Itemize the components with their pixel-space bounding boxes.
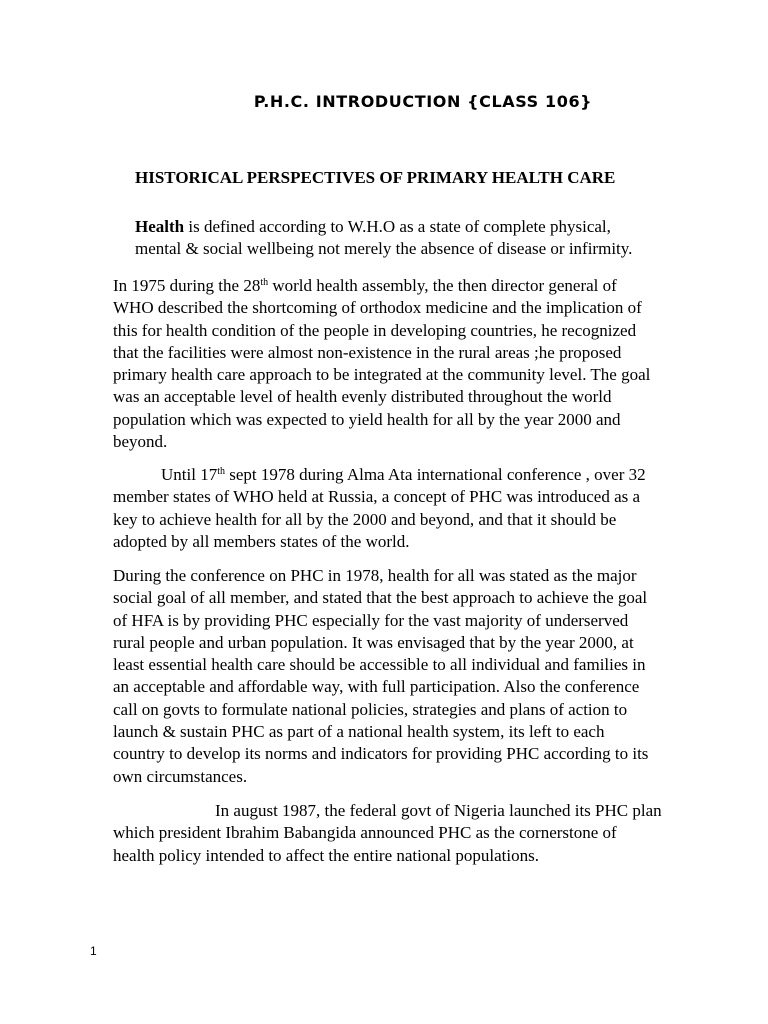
paragraph-text: world health assembly, the then director general of: [268, 276, 617, 295]
paragraph-line: [113, 275, 673, 297]
paragraph-line: member states of WHO held at Russia, a concept of PHC was introduced as a: [113, 487, 641, 507]
paragraph-line: that the facilities were almost non-existence in the rural areas ;he proposed: [113, 342, 622, 362]
paragraph-line: population which was expected to yield health for all by the year 2000 and: [113, 409, 621, 429]
paragraph-line: which president Ibrahim Babangida announced PHC as the cornerstone of: [113, 823, 617, 843]
paragraph-conference-1978: [113, 565, 673, 788]
paragraph-line: of HFA is by providing PHC especially for the vast majority of underserved: [113, 610, 629, 630]
definition-term: Health: [135, 217, 185, 236]
paragraph-line: least essential health care should be accessible to all individual and families in: [113, 655, 646, 675]
definition-line-1-text: is defined according to W.H.O as a state of complete physical,: [184, 217, 611, 236]
paragraph-1975-assembly: [113, 275, 673, 453]
paragraph-line: WHO described the shortcoming of orthodox medicine and the implication of: [113, 298, 642, 318]
paragraph-text: Until 17: [161, 465, 218, 484]
paragraph-line: adopted by all members states of the world.: [113, 531, 410, 551]
definition-line-1: [135, 216, 695, 238]
paragraph-line: social goal of all member, and stated that the best approach to achieve the goal: [113, 588, 648, 608]
definition-line-2: mental & social wellbeing not merely the absence of disease or infirmity.: [135, 239, 633, 259]
paragraph-line: rural people and urban population. It was envisaged that by the year 2000, at: [113, 632, 634, 652]
paragraph-text: In 1975 during the 28: [113, 276, 261, 295]
paragraph-line: was an acceptable level of health evenly distributed throughout the world: [113, 387, 612, 407]
paragraph-line: own circumstances.: [113, 766, 248, 786]
superscript: th: [260, 277, 269, 288]
paragraph-alma-ata: [113, 464, 673, 553]
paragraph-line: call on govts to formulate national policies, strategies and plans of action to: [113, 699, 628, 719]
superscript: th: [217, 466, 225, 477]
paragraph-text: sept 1978 during Alma Ata international conference , over 32: [224, 465, 646, 484]
paragraph-line: [113, 464, 673, 486]
paragraph-line: beyond.: [113, 432, 168, 452]
paragraph-line: During the conference on PHC in 1978, health for all was stated as the major: [113, 566, 637, 585]
paragraph-line: primary health care approach to be integrated at the community level. The goal: [113, 365, 651, 385]
paragraph-line: country to develop its norms and indicators for providing PHC according to its: [113, 744, 649, 764]
paragraph-line: this for health condition of the people in developing countries, he recognized: [113, 320, 637, 340]
paragraph-line: an acceptable and affordable way, with full participation. Also the conference: [113, 677, 640, 697]
paragraph-line: key to achieve health for all by the 2000 and beyond, and that it should be: [113, 509, 617, 529]
section-heading: HISTORICAL PERSPECTIVES OF PRIMARY HEALTH CARE: [135, 168, 616, 187]
health-definition: [135, 216, 695, 261]
page-number: 1: [90, 944, 97, 958]
paragraph-nigeria-1987: [113, 800, 683, 867]
paragraph-line: launch & sustain PHC as part of a national health system, its left to each: [113, 722, 605, 742]
page-title: P.H.C. INTRODUCTION {CLASS 106}: [253, 92, 593, 111]
paragraph-line: In august 1987, the federal govt of Nigeria launched its PHC plan: [215, 801, 662, 820]
paragraph-line: health policy intended to affect the entire national populations.: [113, 845, 539, 865]
